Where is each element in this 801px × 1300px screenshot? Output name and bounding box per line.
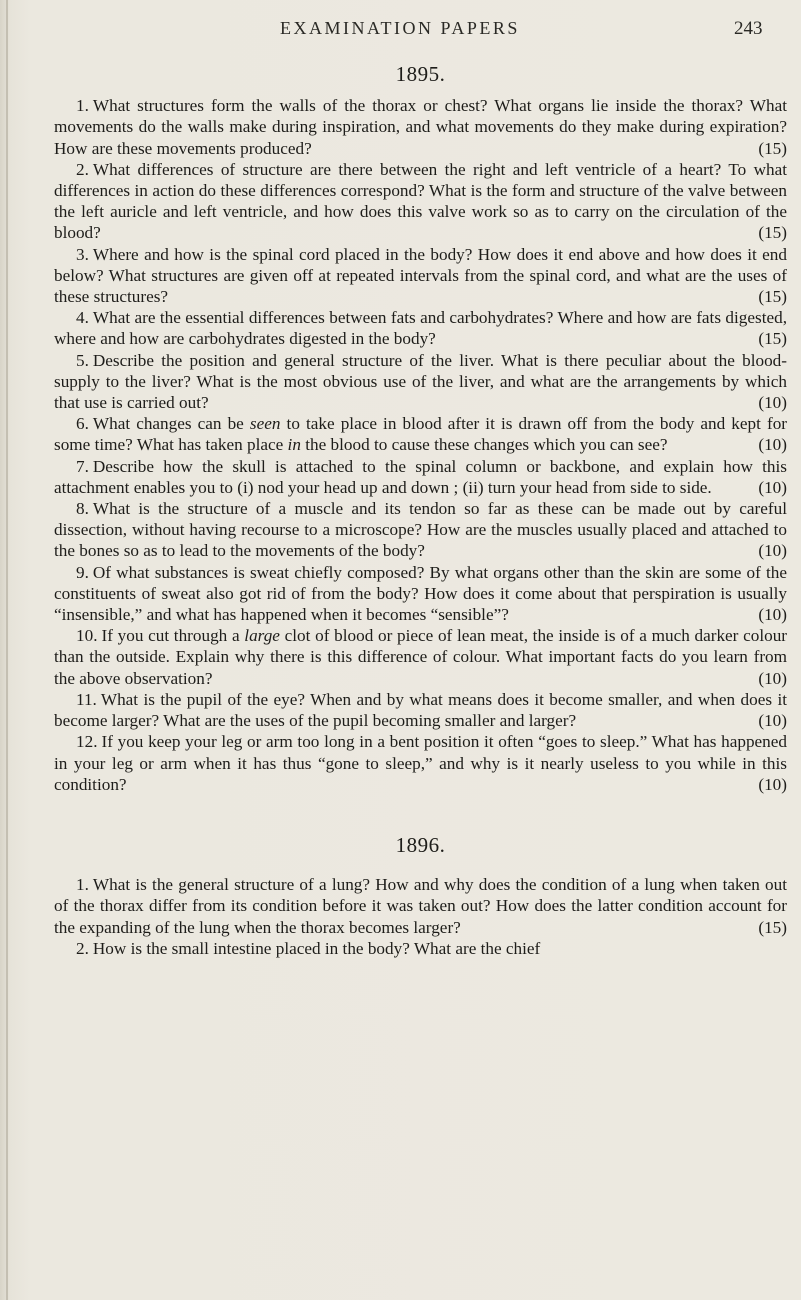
question-number: 1. xyxy=(76,96,89,116)
question-number: 8. xyxy=(76,499,89,519)
emphasis-large: large xyxy=(244,626,280,646)
question-marks: (10) xyxy=(758,477,787,497)
question-1895-1 xyxy=(54,95,787,159)
question-text: What is the structure of a muscle and its tendon so far as these can be made out by careful dissection, without having recourse to a microscope? How are the muscles usually placed and attached to the bones so as to lead to the movements of the body? xyxy=(54,499,787,561)
question-1895-9 xyxy=(54,562,787,626)
exam-content xyxy=(54,64,787,959)
question-marks: (10) xyxy=(758,541,787,561)
question-text: Describe the position and general structure of the liver. What is there peculiar about the blood-supply to the liver? What is the most obvious use of the liver, and what are the arrangements by which that use is carried out? xyxy=(54,350,787,413)
question-marks: (15) xyxy=(758,287,787,307)
question-number: 7. xyxy=(76,456,89,476)
question-text-part: If you cut through a xyxy=(101,626,240,646)
question-number: 6. xyxy=(76,414,89,434)
question-1896-1 xyxy=(54,874,787,938)
question-number: 4. xyxy=(76,308,89,328)
question-number: 2. xyxy=(76,938,89,958)
question-number: 5. xyxy=(76,350,89,370)
question-marks: (15) xyxy=(758,138,787,158)
question-1895-4 xyxy=(54,307,787,349)
question-text: What is the general structure of a lung? How and why does the condition of a lung when taken out of the thorax differ from its condition before it was taken out? How does the latter condition account for the expanding of the lung when the thorax becomes larger? xyxy=(54,875,787,937)
question-number: 3. xyxy=(76,244,89,264)
question-marks: (15) xyxy=(758,329,787,349)
question-text-part: What changes can be xyxy=(92,414,244,434)
section-1895 xyxy=(54,64,787,795)
question-text-part: clot of blood or piece of lean meat, the inside is of a much darker colour than the outside. Explain why there is this difference of colour. What important facts do you learn from the above observation? xyxy=(54,626,788,688)
question-1895-6 xyxy=(54,413,787,455)
question-text: If you keep your leg or arm too long in a bent position it often “goes to sleep.” What has happened in your leg or arm when it has thus “gone to sleep,” and why is it nearly useless to you while in this condition? xyxy=(54,732,787,794)
question-1895-10 xyxy=(54,625,787,689)
question-text: What is the pupil of the eye? When and by what means does it become smaller, and when does it become larger? What are the uses of the pupil becoming smaller and larger? xyxy=(54,689,787,731)
question-1895-8 xyxy=(54,498,787,562)
question-marks: (10) xyxy=(758,393,787,413)
question-number: 11. xyxy=(76,689,97,709)
question-text-part: the blood to cause these changes which you can see? xyxy=(305,435,668,455)
section-1896 xyxy=(54,832,787,959)
question-text: Of what substances is sweat chiefly composed? By what organs other than the skin are some of the constituents of sweat also got rid of from the body? How does it come about that perspiration is usually “insensible,” and what has happened when it becomes “sensible”? xyxy=(54,562,787,625)
question-text: How is the small intestine placed in the body? What are the chief xyxy=(92,938,541,958)
emphasis-seen: seen xyxy=(249,414,281,434)
page-number: 243 xyxy=(734,18,763,39)
question-text: What structures form the walls of the thorax or chest? What organs lie inside the thorax? What movements do the walls make during inspiration, and what movements do they make during expiration? How are these movements produced? xyxy=(54,96,787,158)
question-number: 9. xyxy=(76,562,89,582)
question-marks: (10) xyxy=(758,774,787,794)
question-1896-2 xyxy=(54,938,787,959)
question-marks: (10) xyxy=(758,711,787,731)
question-1895-7 xyxy=(54,456,787,498)
question-number: 2. xyxy=(76,159,89,179)
question-text-part: to take place in blood after it is drawn off from the body and kept for some time? What has taken place xyxy=(54,414,788,455)
question-number: 12. xyxy=(76,732,98,752)
question-number: 10. xyxy=(76,626,98,646)
year-heading: 1895. xyxy=(395,62,446,86)
page-gutter xyxy=(6,0,8,1300)
question-1895-5 xyxy=(54,350,787,414)
emphasis-in: in xyxy=(287,435,301,455)
question-1895-2 xyxy=(54,159,787,244)
question-1895-12 xyxy=(54,731,787,795)
question-marks: (10) xyxy=(758,605,787,625)
question-1895-11 xyxy=(54,689,787,731)
question-marks: (10) xyxy=(758,668,787,688)
question-text: Describe how the skull is attached to the spinal column or backbone, and explain how this attachment enables you to (i) nod your head up and down ; (ii) turn your head from side to side. xyxy=(54,456,787,497)
running-title: EXAMINATION PAPERS xyxy=(280,18,520,38)
question-text: What differences of structure are there between the right and left ventricle of a heart? To what differences in action do these differences correspond? What is the form and structure of the valve between the left auricle and left ventricle, and how does this valve work so as to carry on the circulation of the blood? xyxy=(54,159,787,243)
question-1895-3 xyxy=(54,244,787,308)
question-marks: (15) xyxy=(758,917,787,937)
question-text: Where and how is the spinal cord placed in the body? How does it end above and how does it end below? What structures are given off at repeated intervals from the spinal cord, and what are the uses of these structures? xyxy=(54,244,787,307)
question-text: What are the essential differences between fats and carbohydrates? Where and how are fats digested, where and how are carbohydrates digested in the body? xyxy=(54,308,787,349)
question-marks: (10) xyxy=(758,435,787,455)
question-number: 1. xyxy=(76,875,89,895)
question-marks: (15) xyxy=(758,223,787,243)
page-header xyxy=(0,14,801,44)
year-heading: 1896. xyxy=(395,832,446,857)
